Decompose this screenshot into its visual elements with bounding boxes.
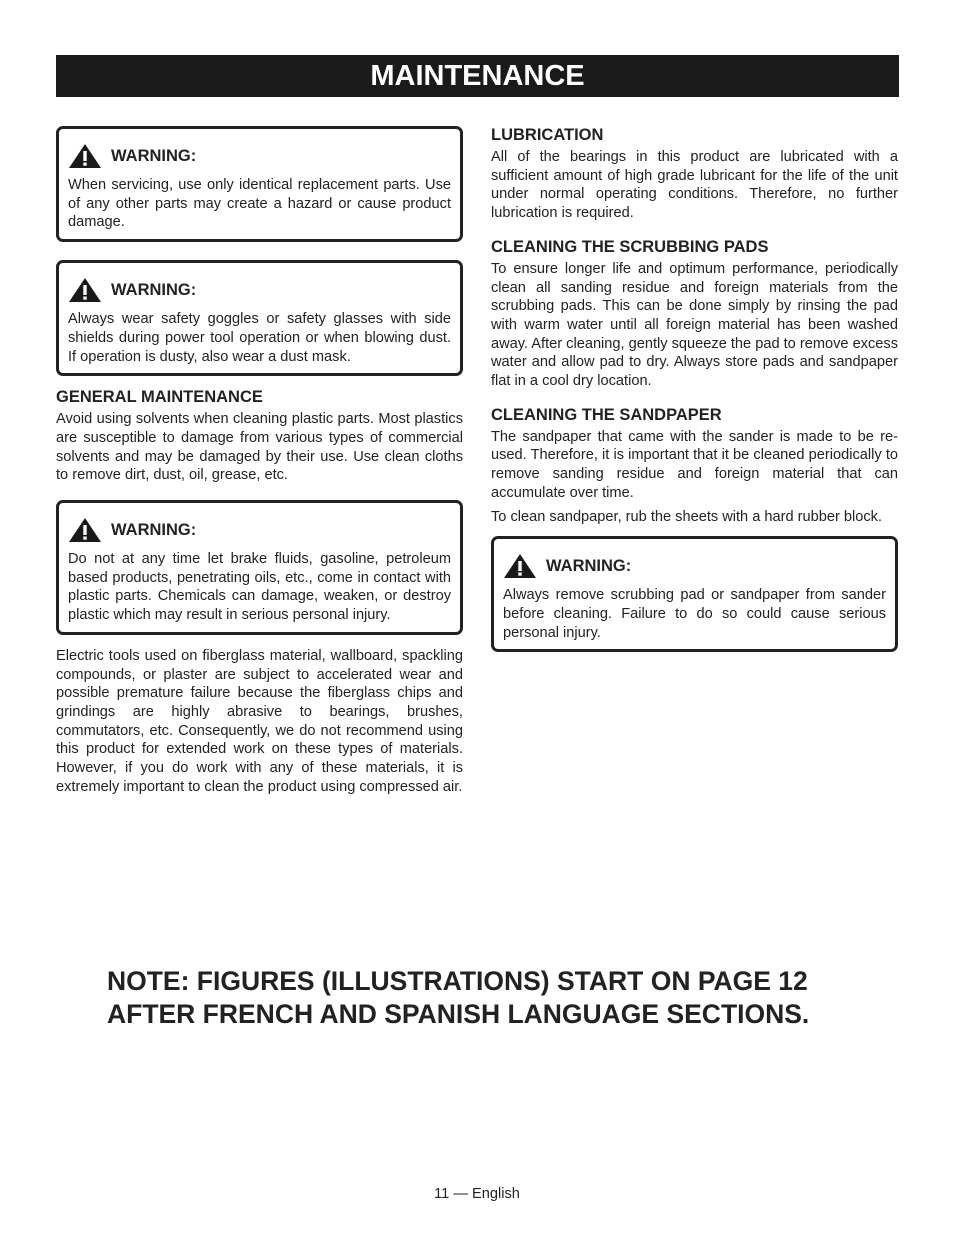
warning-box-safety-goggles xyxy=(56,260,463,376)
scrubbing-pads-section xyxy=(491,238,898,391)
section-heading: CLEANING THE SCRUBBING PADS xyxy=(491,237,769,256)
warning-triangle-icon xyxy=(68,143,102,169)
warning-title: WARNING: xyxy=(111,520,197,539)
section-text: To ensure longer life and optimum performance, periodically clean all sanding residue and foreign materials from the scrubbing pads. This can be done simply by rinsing the pad with warm water until all foreign material has been washed away. After cleaning, gently squeeze the pad to remove excess water and allow pad to dry. Always store pads and sandpaper flat in a cool dry location. xyxy=(491,260,898,390)
warning-triangle-icon xyxy=(68,277,102,303)
warning-text: Always remove scrubbing pad or sandpaper from sander before cleaning. Failure to do so could cause serious personal injury. xyxy=(503,587,886,641)
warning-text: Do not at any time let brake fluids, gasoline, petroleum based products, penetrating oils, etc., come in contact with plastic parts. Chemicals can damage, weaken, or destroy plastic which may result in serious personal injury. xyxy=(68,551,451,624)
section-text: The sandpaper that came with the sander is made to be re-used. Therefore, it is important that it be cleaned periodically to remove sanding residue and foreign material that can accumulate over time. xyxy=(491,428,898,501)
general-maintenance-section xyxy=(56,388,463,485)
right-column xyxy=(491,126,898,670)
warning-box-remove-pad xyxy=(491,536,898,652)
note-line: NOTE: FIGURES (ILLUSTRATIONS) START ON PAGE 12 xyxy=(107,966,808,996)
page-title: MAINTENANCE xyxy=(56,55,899,97)
warning-box-chemicals xyxy=(56,500,463,635)
lubrication-section xyxy=(491,126,898,223)
left-column xyxy=(56,126,463,796)
warning-triangle-icon xyxy=(503,553,537,579)
section-heading: CLEANING THE SANDPAPER xyxy=(491,405,722,424)
page-number: 11 — English xyxy=(434,1186,520,1202)
warning-title: WARNING: xyxy=(111,146,197,165)
section-heading: GENERAL MAINTENANCE xyxy=(56,388,263,407)
sandpaper-section xyxy=(491,406,898,527)
note-line: AFTER FRENCH AND SPANISH LANGUAGE SECTIONS. xyxy=(107,999,810,1029)
warning-text: Always wear safety goggles or safety glasses with side shields during power tool operation or when blowing dust. If operation is dusty, also wear a dust mask. xyxy=(68,311,451,365)
section-heading: LUBRICATION xyxy=(491,126,604,144)
figures-note xyxy=(107,965,887,1031)
warning-title: WARNING: xyxy=(111,280,197,299)
warning-triangle-icon xyxy=(68,517,102,543)
section-text: All of the bearings in this product are lubricated with a sufficient amount of high grade lubricant for the life of the unit under normal operating conditions. Therefore, no further lubrication is required. xyxy=(491,149,898,222)
fiberglass-paragraph: Electric tools used on fiberglass material, wallboard, spackling compounds, or plaster are subject to accelerated wear and possible premature failure because the fiberglass chips and grindings are highly abrasive to bearings, brushes, commutators, etc. Consequently, we do not recommend using this product for extended work on these types of materials. However, if you do work with any of these materials, it is extremely important to clean the product using compressed air. xyxy=(56,647,463,795)
warning-box-replacement-parts xyxy=(56,126,463,242)
warning-text: When servicing, use only identical replacement parts. Use of any other parts may create a hazard or cause product damage. xyxy=(68,177,451,231)
warning-title: WARNING: xyxy=(546,556,632,575)
section-text: Avoid using solvents when cleaning plastic parts. Most plastics are susceptible to damage from various types of commercial solvents and may be damaged by their use. Use clean cloths to remove dirt, dust, oil, grease, etc. xyxy=(56,411,463,484)
section-text: To clean sandpaper, rub the sheets with a hard rubber block. xyxy=(491,508,883,525)
